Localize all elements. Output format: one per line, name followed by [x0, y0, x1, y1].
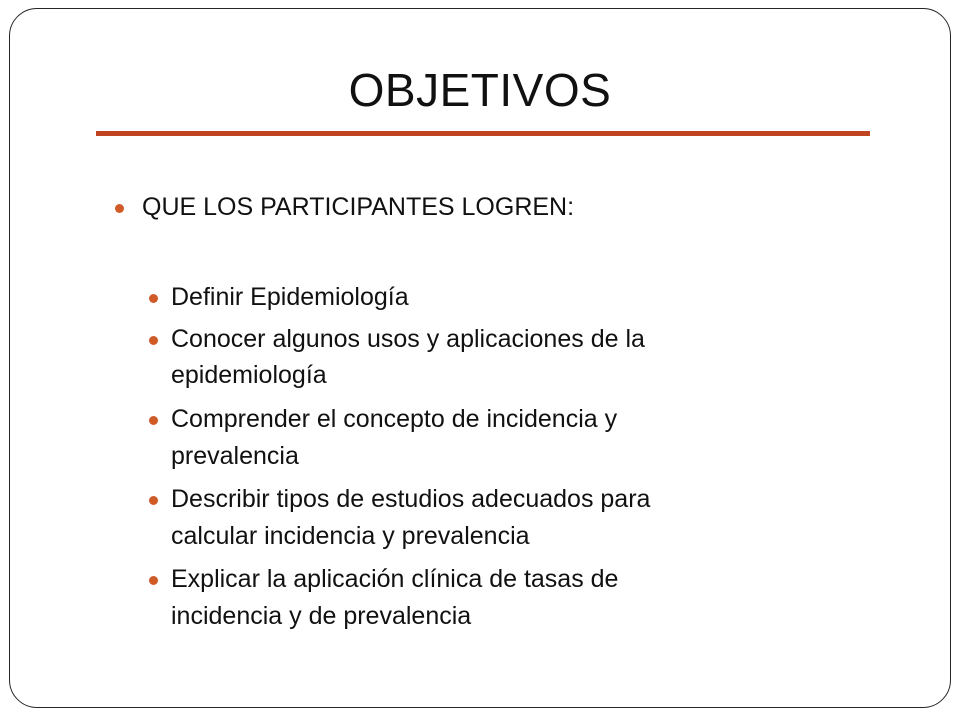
objective-item-4-line-2: calcular incidencia y prevalencia: [171, 522, 530, 550]
bullet-dot-item-4: [149, 496, 158, 505]
objective-item-3-line-2: prevalencia: [171, 442, 299, 470]
objective-item-5-line-2: incidencia y de prevalencia: [171, 602, 472, 630]
objective-item-4-line-1: Describir tipos de estudios adecuados para: [171, 485, 651, 513]
objective-item-2-line-1: Conocer algunos usos y aplicaciones de la: [171, 325, 645, 353]
bullet-dot-item-2: [149, 336, 158, 345]
objective-item-1-line-1: Definir Epidemiología: [171, 283, 409, 311]
bullet-dot-item-5: [149, 576, 158, 585]
title-underline: [96, 131, 870, 136]
objective-item-5-line-1: Explicar la aplicación clínica de tasas de: [171, 565, 619, 593]
bullet-dot-item-1: [149, 294, 158, 303]
objectives-heading: QUE LOS PARTICIPANTES LOGREN:: [142, 193, 575, 221]
bullet-dot-heading: [115, 204, 124, 213]
bullet-dot-item-3: [149, 416, 158, 425]
slide-title: OBJETIVOS: [348, 64, 612, 116]
objective-item-3-line-1: Comprender el concepto de incidencia y: [171, 405, 618, 433]
objective-item-2-line-2: epidemiología: [171, 361, 327, 389]
